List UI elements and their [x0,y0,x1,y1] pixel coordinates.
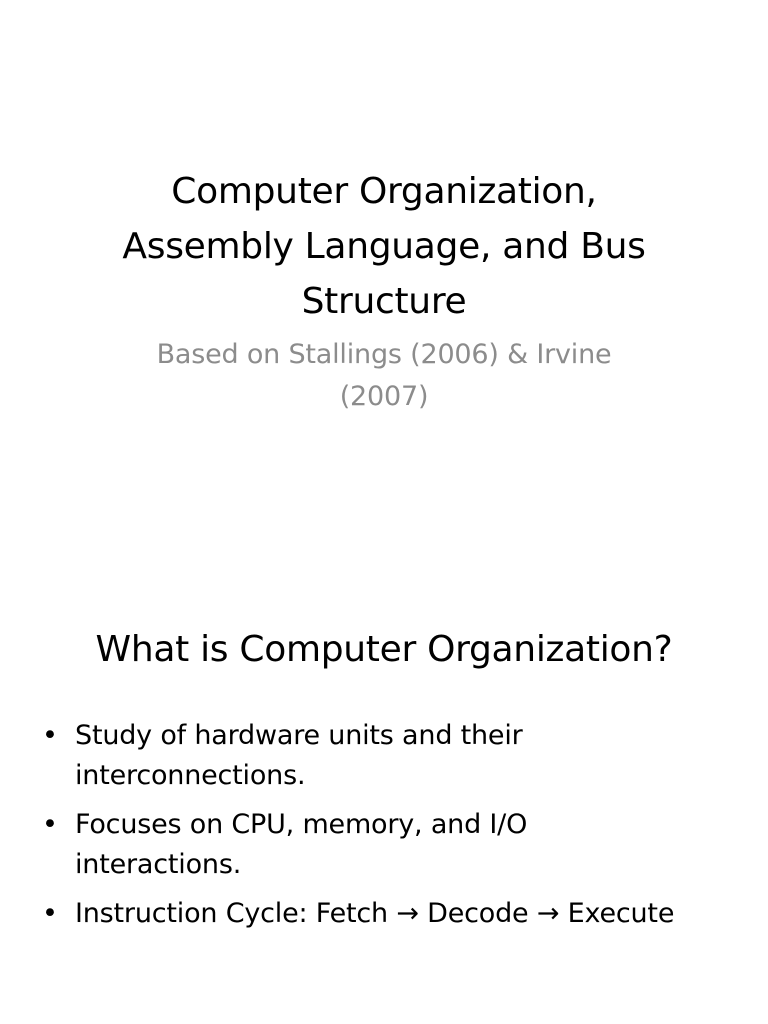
bullet-line: Focuses on CPU, memory, and I/O [75,809,528,840]
presentation-title [60,164,708,329]
title-line: Structure [301,281,467,322]
bullet-item [42,716,732,796]
bullet-line: Study of hardware units and their [75,720,523,751]
bullet-item [42,805,732,885]
bullet-icon: • [42,809,58,840]
bullet-list [42,716,732,943]
bullet-text [75,805,732,885]
slide-title: What is Computer Organization? [95,629,673,670]
presentation-subtitle [100,334,668,418]
bullet-line: Instruction Cycle: Fetch → Decode → Execute [75,898,675,929]
title-line: Computer Organization, [171,171,597,212]
bullet-icon: • [42,898,58,929]
bullet-icon: • [42,720,58,751]
subtitle-line: (2007) [339,381,429,412]
bullet-item [42,894,732,934]
subtitle-line: Based on Stallings (2006) & Irvine [156,339,612,370]
bullet-text [75,716,732,796]
title-line: Assembly Language, and Bus [122,226,646,267]
bullet-text [75,894,732,934]
bullet-line: interconnections. [75,760,306,791]
bullet-line: interactions. [75,849,242,880]
content-slide [0,576,768,1024]
